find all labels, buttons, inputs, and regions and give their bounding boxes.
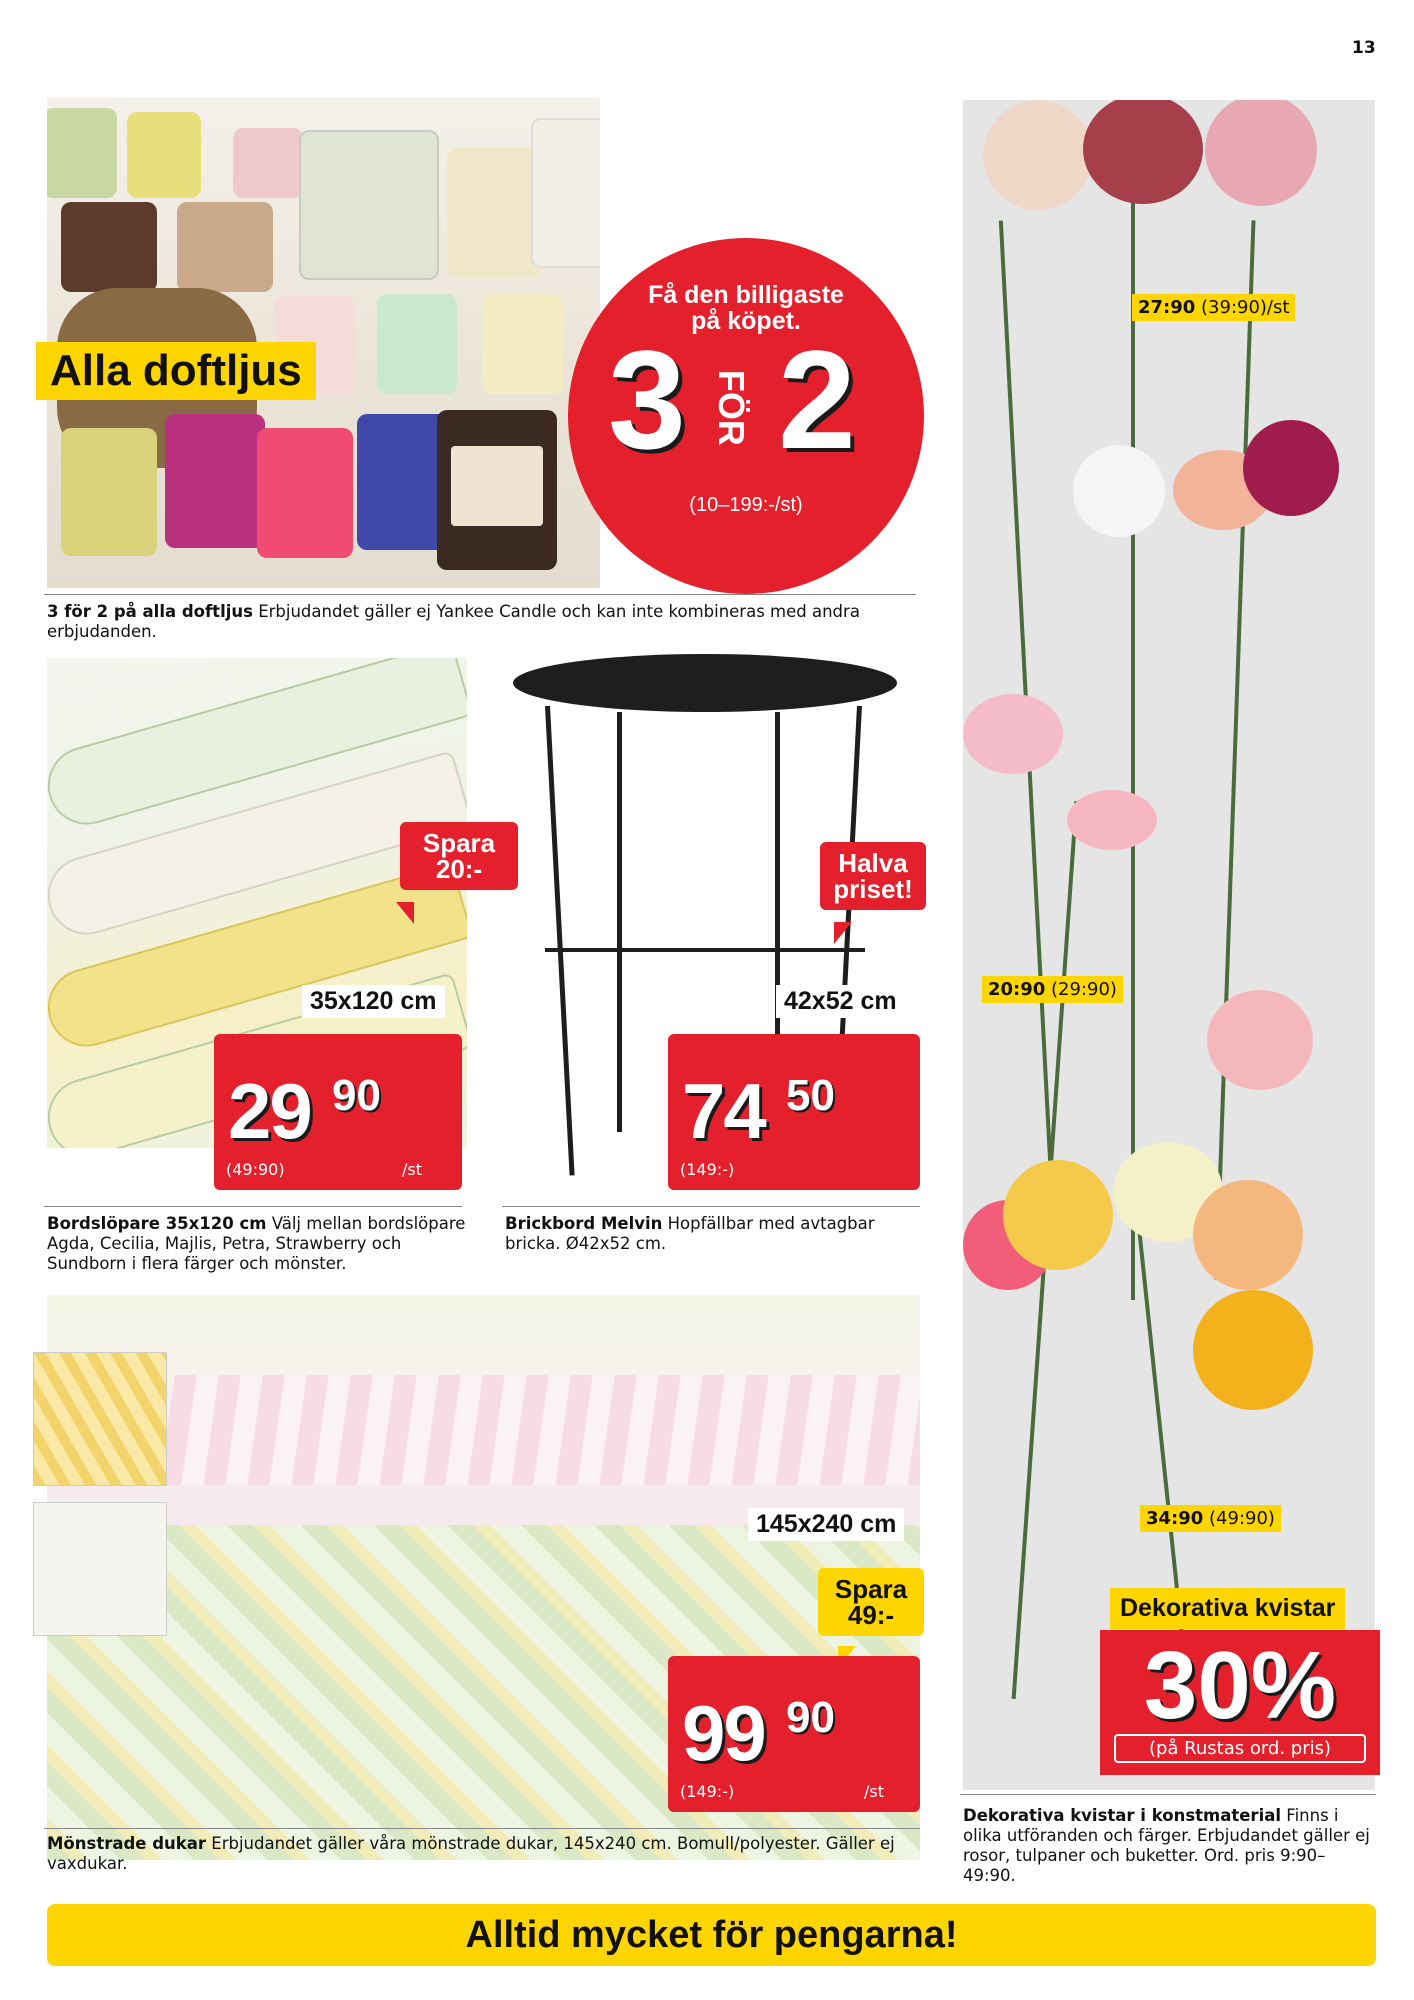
price-range: (10–199:-/st) <box>689 494 803 516</box>
flower-price-1: 27:90 (39:90)/st <box>1132 294 1295 321</box>
divider <box>44 1828 920 1829</box>
price-whole: 74 <box>682 1067 765 1155</box>
candles-title: Alla doftljus <box>36 342 316 400</box>
price-cents: 50 <box>786 1071 835 1120</box>
runner-description: Bordslöpare 35x120 cm Välj mellan bordslöpare Agda, Cecilia, Majlis, Petra, Strawberry och Sundborn i flera färger och mönster. <box>47 1214 466 1274</box>
bubble-tail <box>396 902 414 924</box>
divider <box>502 1206 920 1207</box>
decorative-branches-badge-title: Dekorativa kvistar <box>1110 1588 1345 1629</box>
price-cents: 90 <box>332 1071 381 1120</box>
big-three: 3 <box>608 321 686 478</box>
table-size: 42x52 cm <box>776 985 905 1018</box>
divider <box>44 1206 462 1207</box>
runner-price-box <box>214 1034 462 1190</box>
price-cents: 90 <box>786 1693 835 1742</box>
divider <box>44 594 916 595</box>
price-old: (149:-) <box>680 1160 735 1179</box>
pattern-swatch-strawberry <box>33 1502 167 1636</box>
discount-subtext: (på Rustas ord. pris) <box>1114 1734 1366 1763</box>
table-savings-bubble: Halva priset! <box>820 842 926 910</box>
offer-line-2: på köpet. <box>691 307 801 336</box>
table-description: Brickbord Melvin Hopfällbar med avtagbar bricka. Ø42x52 cm. <box>505 1214 875 1254</box>
discount-percent: 30% <box>1143 1632 1337 1739</box>
divider <box>960 1794 1376 1795</box>
table-price-box <box>668 1034 920 1190</box>
footer-banner: Alltid mycket för pengarna! <box>47 1904 1376 1966</box>
price-unit: /st <box>864 1782 884 1801</box>
runner-size: 35x120 cm <box>302 985 445 1018</box>
runner-savings-bubble: Spara 20:- <box>400 822 518 890</box>
tablecloth-savings-bubble: Spara 49:- <box>818 1568 924 1636</box>
pattern-swatch-yellow <box>33 1352 167 1486</box>
price-whole: 99 <box>682 1689 765 1777</box>
tablecloth-description: Mönstrade dukar Erbjudandet gäller våra mönstrade dukar, 145x240 cm. Bomull/polyester. Gäller ej vaxdukar. <box>47 1834 895 1874</box>
flower-price-3: 34:90 (49:90) <box>1140 1505 1281 1532</box>
price-old: (149:-) <box>680 1782 735 1801</box>
offer-line-1: Få den billigaste <box>648 281 844 309</box>
page-number: 13 <box>1352 38 1376 58</box>
price-whole: 29 <box>228 1067 311 1155</box>
price-unit: /st <box>402 1160 422 1179</box>
big-two: 2 <box>778 321 856 478</box>
candles-description: 3 för 2 på alla doftljus Erbjudandet gäller ej Yankee Candle och kan inte kombineras med andra erbjudanden. <box>47 602 860 642</box>
tablecloth-size: 145x240 cm <box>748 1508 904 1541</box>
price-old: (49:90) <box>226 1160 285 1179</box>
big-for: FÖR <box>710 369 752 446</box>
flowers-description: Dekorativa kvistar i konstmaterial Finns i olika utföranden och färger. Erbjudandet gäller ej rosor, tulpaner och buketter. Ord. pris 9:90–49:90. <box>963 1806 1370 1886</box>
discount-badge <box>1100 1630 1380 1775</box>
decorative-flowers-image <box>963 100 1375 1790</box>
tablecloth-price-box <box>668 1656 920 1812</box>
bubble-tail <box>834 922 852 944</box>
flower-price-2: 20:90 (29:90) <box>982 976 1123 1003</box>
three-for-two-badge <box>568 238 924 594</box>
